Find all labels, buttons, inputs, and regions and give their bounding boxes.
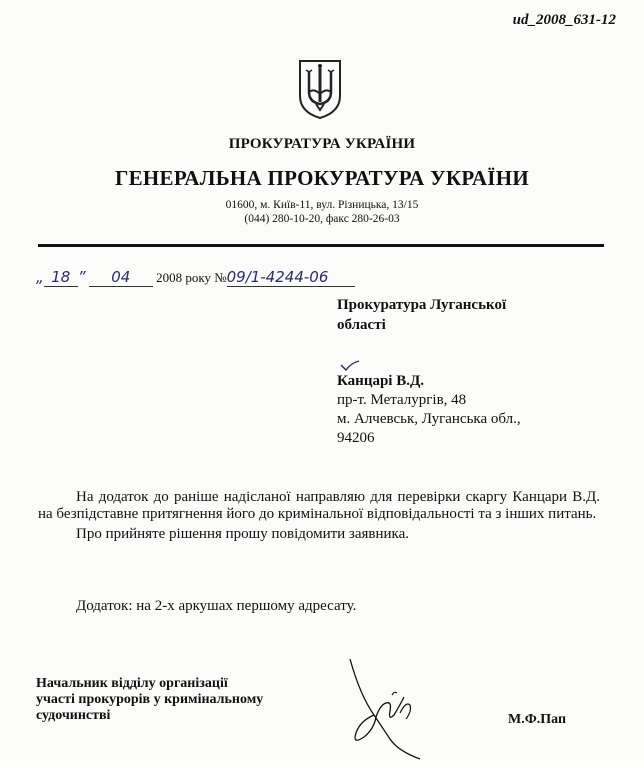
attachment-note: Додаток: на 2-х аркушах першому адресату. xyxy=(76,598,357,614)
recipient-office xyxy=(337,295,567,335)
address-line: 01600, м. Київ-11, вул. Різницька, 13/15 xyxy=(225,199,419,211)
date-month: 04 xyxy=(89,268,153,287)
recipient-office-line2: області xyxy=(337,317,386,333)
recipient-city: м. Алчевськ, Луганська обл., xyxy=(337,411,521,427)
date-open-quote: „ xyxy=(36,268,44,286)
date-close-quote: ” xyxy=(77,268,86,286)
recipient-street: пр-т. Металургів, 48 xyxy=(337,392,467,408)
number-sign: № xyxy=(214,270,227,285)
header-divider xyxy=(38,244,604,247)
signer-title-line: Начальник відділу організації xyxy=(36,676,228,691)
check-mark-icon xyxy=(340,360,360,372)
outgoing-number: 09/1-4244-06 xyxy=(227,268,355,287)
signer-title-line: участі прокурорів у кримінальному xyxy=(36,692,264,707)
body-paragraph: На додаток до раніше надісланої направляю для перевірки скаргу Канцари В.Д. на безпідставне притягнення його до кримінальної відповідальності та з інших питань. xyxy=(38,489,600,522)
trident-emblem-icon xyxy=(296,58,344,120)
date-day: 18 xyxy=(44,268,78,287)
document-id: ud_2008_631-12 xyxy=(512,12,616,28)
handwritten-signature xyxy=(330,655,440,761)
recipient-name: Канцарі В.Д. xyxy=(337,373,425,389)
recipient-person xyxy=(337,372,607,448)
letter-body xyxy=(38,489,600,543)
signer-title xyxy=(36,676,336,724)
org-name-line1: ПРОКУРАТУРА УКРАЇНИ xyxy=(228,136,416,152)
date-number-line xyxy=(36,268,355,290)
signer-name: М.Ф.Пап xyxy=(508,712,567,727)
phone-line: (044) 280-10-20, факс 280-26-03 xyxy=(244,213,400,225)
recipient-office-line1: Прокуратура Луганської xyxy=(337,297,507,313)
date-year: 2008 року xyxy=(156,270,211,285)
org-address xyxy=(0,198,644,226)
signer-title-line: судочинстві xyxy=(36,708,111,723)
recipient-postcode: 94206 xyxy=(337,430,375,446)
body-paragraph: Про прийняте рішення прошу повідомити заявника. xyxy=(76,526,410,542)
org-name-line2: ГЕНЕРАЛЬНА ПРОКУРАТУРА УКРАЇНИ xyxy=(114,166,530,190)
